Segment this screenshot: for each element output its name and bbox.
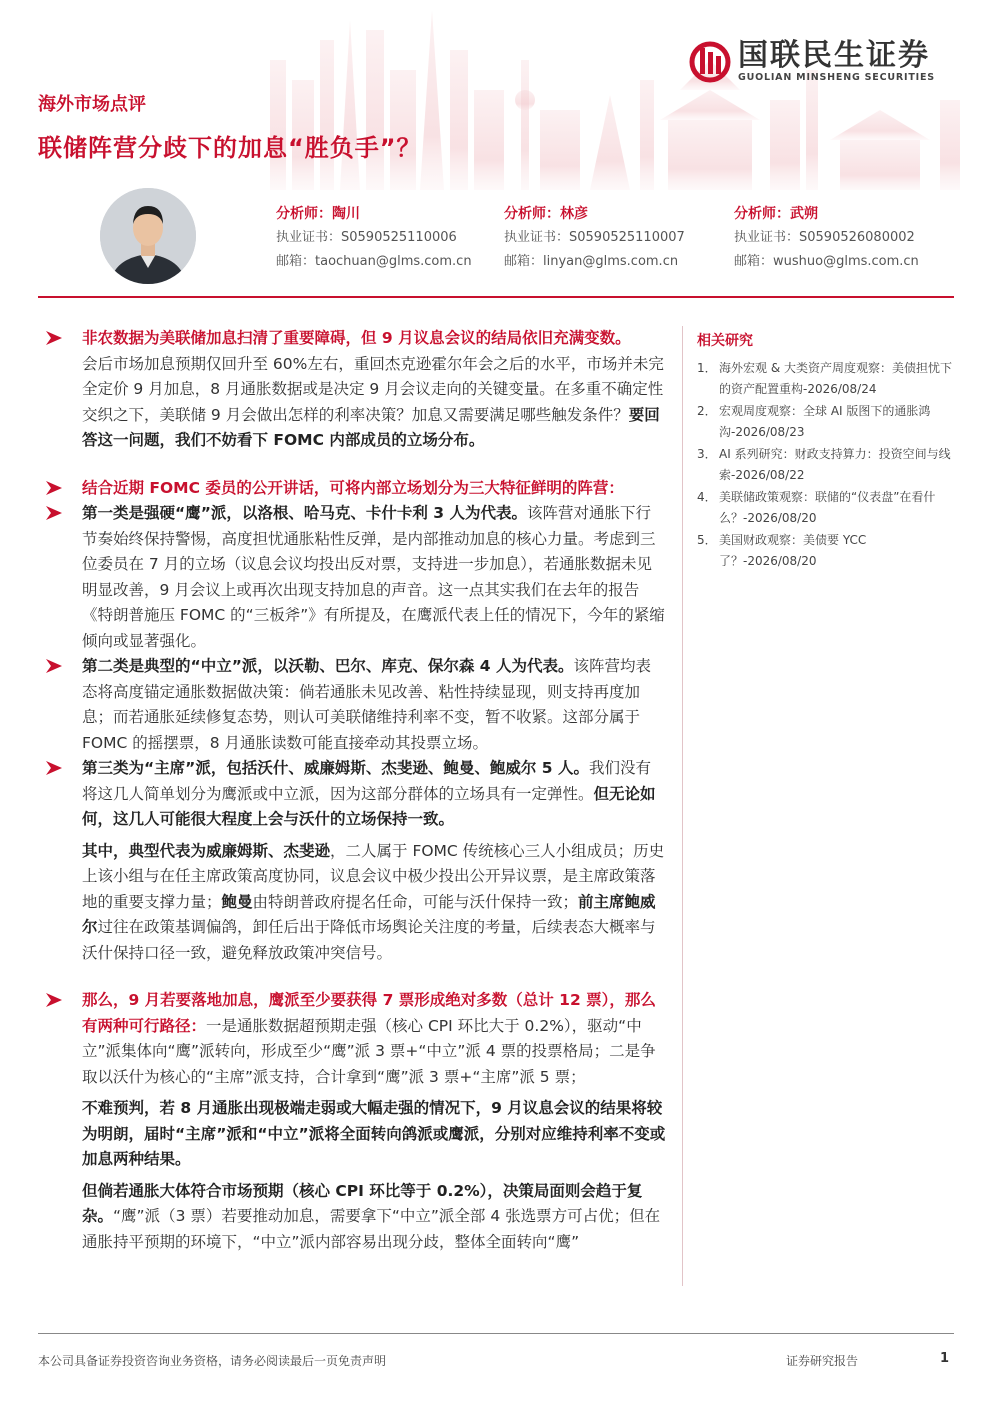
analyst-email[interactable]: 邮箱：linyan@glms.com.cn xyxy=(504,254,679,269)
brand-name-cn: 国联民生证券 xyxy=(738,38,930,73)
item-text: 海外宏观 & 大类资产周度观察：美债担忧下的资产配置重构-2026/08/24 xyxy=(719,361,952,396)
analyst-cert: 执业证书：S0590525110007 xyxy=(504,230,685,245)
analyst-card-2 xyxy=(504,202,685,274)
analyst-email[interactable]: 邮箱：wushuo@glms.com.cn xyxy=(734,254,919,269)
paragraph-bold: 但无论如何，这几人可能很大程度上会与沃什的立场保持一致。 xyxy=(82,784,656,828)
paragraph-2 xyxy=(44,476,666,502)
paragraph-text: 会后市场加息预期仅回升至 60%左右，重回杰克逊霍尔年会之后的水平，市场并未完全定价 9 月加息，8 月通胀数据或是决定 9 月会议走向的关键变量。在多重不确定性交织之下，美联储 9 月会做出怎样的利率决策？加息又需要满足哪些触发条件？ xyxy=(82,354,664,424)
paragraph-bold: 第一类是强硬“鹰”派，以洛根、哈马克、卡什卡利 3 人为代表。 xyxy=(82,504,527,522)
item-text: 美国财政观察：美债要 YCC 了？-2026/08/20 xyxy=(719,533,867,568)
paragraph-4 xyxy=(44,654,666,756)
paragraph-text: 我们没有将这几人简单划分为鹰派或中立派，因为这部分群体的立场具有一定弹性。 xyxy=(82,759,651,803)
related-research-item[interactable] xyxy=(697,487,954,529)
paragraph-bold: 其中，典型代表为威廉姆斯、杰斐逊 xyxy=(82,841,331,860)
arrow-bullet-icon xyxy=(44,503,64,523)
related-research-item[interactable] xyxy=(697,401,954,443)
paragraph-5 xyxy=(44,756,666,833)
item-text: 美联储政策观察：联储的“仪表盘”在看什么？-2026/08/20 xyxy=(719,490,936,525)
person-photo-icon xyxy=(100,188,196,284)
paragraph-text: 过往在政策基调偏鸽，卸任后出于降低市场舆论关注度的考量，后续表态大概率与沃什保持口径一致，避免释放政策冲突信号。 xyxy=(82,918,656,962)
analyst-card-3 xyxy=(734,202,919,274)
paragraph-3 xyxy=(44,501,666,654)
paragraph-bold: 不难预判，若 8 月通胀出现极端走弱或大幅走强的情况下，9 月议息会议的结果将较为明朗，届时“主席”派和“中立”派将全面转向鸽派或鹰派，分别对应维持利率不变或加息两种结果。 xyxy=(82,1099,666,1168)
paragraph-lead: 结合近期 FOMC 委员的公开讲话，可将内部立场划分为三大特征鲜明的阵营： xyxy=(82,478,624,497)
analyst-email[interactable]: 邮箱：taochuan@glms.com.cn xyxy=(276,254,472,269)
arrow-bullet-icon xyxy=(44,478,64,498)
report-title: 联储阵营分歧下的加息“胜负手”？ xyxy=(38,134,422,162)
main-content xyxy=(44,326,666,1255)
footer-report-type: 证券研究报告 xyxy=(786,1354,859,1368)
item-text: 宏观周度观察：全球 AI 版图下的通胀鸿沟-2026/08/23 xyxy=(719,404,931,439)
paragraph-lead: 非农数据为美联储加息扫清了重要障碍，但 9 月议息会议的结局依旧充满变数。 xyxy=(82,329,631,347)
paragraph-lead: 那么，9 月若要落地加息，鹰派至少要获得 7 票形成绝对多数（总计 12 票），那么有两种可行路径： xyxy=(82,991,656,1035)
analyst-name: 分析师：林彦 xyxy=(504,206,588,222)
arrow-bullet-icon xyxy=(44,656,64,676)
paragraph-1 xyxy=(44,326,666,454)
paragraph-text: 该阵营均表态将高度锚定通胀数据做决策：倘若通胀未见改善、粘性持续显现，则支持再度加息；而若通胀延续修复态势，则认可美联储维持利率不变，暂不收紧。这部分属于 FOMC 的摇摆票，8 月通胀读数可能直接牵动其投票立场。 xyxy=(82,657,651,752)
paragraph-text: “鹰”派（3 票）若要推动加息，需要拿下“中立”派全部 4 张选票方可占优；但在通胀持平预期的环境下，“中立”派内部容易出现分歧，整体全面转向“鹰” xyxy=(82,1207,661,1251)
analyst-cert: 执业证书：S0590526080002 xyxy=(734,230,915,245)
paragraph-6 xyxy=(44,839,666,967)
related-research-item[interactable] xyxy=(697,444,954,486)
sidebar-title: 相关研究 xyxy=(697,333,753,349)
paragraph-bold: 前主席鲍威尔 xyxy=(82,892,656,936)
footer-disclaimer: 本公司具备证券投资咨询业务资格，请务必阅读最后一页免责声明 xyxy=(38,1354,387,1368)
item-number: 2． xyxy=(697,404,717,418)
brand-logo xyxy=(688,40,935,84)
item-number: 3． xyxy=(697,447,717,461)
item-number: 5． xyxy=(697,533,717,547)
paragraph-bold: 第三类为“主席”派，包括沃什、威廉姆斯、杰斐逊、鲍曼、鲍威尔 5 人。 xyxy=(82,759,589,777)
analyst-name: 分析师：武朔 xyxy=(734,206,818,222)
analyst-name: 分析师：陶川 xyxy=(276,206,360,222)
paragraph-7 xyxy=(44,988,666,1090)
related-research-sidebar xyxy=(682,326,954,1286)
related-research-item[interactable] xyxy=(697,358,954,400)
item-number: 1． xyxy=(697,361,717,375)
paragraph-text: 该阵营对通胀下行节奏始终保持警惕，高度担忧通胀粘性反弹，是内部推动加息的核心力量。考虑到三位委员在 7 月的立场（议息会议均投出反对票，支持进一步加息），若通胀数据未见明显改善，9 月会议上或再次出现支持加息的声音。这一点其实我们在去年的报告《特朗普施压 FOMC 的“三板斧”》有所提及，在鹰派代表上任的情况下，今年的紧缩倾向或显著强化。 xyxy=(82,504,665,650)
analyst-card-1 xyxy=(276,202,472,274)
paragraph-bold: 但倘若通胀大体符合市场预期（核心 CPI 环比等于 0.2%），决策局面则会趋于复杂。 xyxy=(82,1181,643,1225)
arrow-bullet-icon xyxy=(44,990,64,1010)
paragraph-bold: 第二类是典型的“中立”派，以沃勒、巴尔、库克、保尔森 4 人为代表。 xyxy=(82,657,574,675)
page-number: 1 xyxy=(940,1351,950,1366)
related-research-item[interactable] xyxy=(697,530,954,572)
paragraph-9 xyxy=(44,1179,666,1256)
analyst-avatar xyxy=(100,188,196,284)
header-divider xyxy=(38,296,954,298)
brand-name-en: GUOLIAN MINSHENG SECURITIES xyxy=(738,72,935,83)
paragraph-8 xyxy=(44,1096,666,1173)
paragraph-bold: 要回答这一问题，我们不妨看下 FOMC 内部成员的立场分布。 xyxy=(82,405,660,449)
item-text: AI 系列研究：财政支持算力：投资空间与线索-2026/08/22 xyxy=(719,447,951,482)
analyst-cert: 执业证书：S0590525110006 xyxy=(276,230,457,245)
report-category: 海外市场点评 xyxy=(38,94,146,115)
arrow-bullet-icon xyxy=(44,758,64,778)
footer-divider xyxy=(38,1333,954,1334)
paragraph-bold: 鲍曼 xyxy=(221,892,253,911)
paragraph-text: 一是通胀数据超预期走强（核心 CPI 环比大于 0.2%），驱动“中立”派集体向“鹰”派转向，形成至少“鹰”派 3 票+“中立”派 4 票的投票格局；二是争取以沃什为核心的“主席”派支持，合计拿到“鹰”派 3 票+“主席”派 5 票； xyxy=(82,1016,656,1086)
item-number: 4． xyxy=(697,490,717,504)
arrow-bullet-icon xyxy=(44,328,64,348)
brand-logo-icon xyxy=(688,40,732,84)
paragraph-text: 由特朗普政府提名任命，可能与沃什保持一致； xyxy=(252,892,579,911)
paragraph-text: ，二人属于 FOMC 传统核心三人小组成员；历史上该小组与在任主席政策高度协同，议息会议中极少投出公开异议票，是主席政策落地的重要支撑力量； xyxy=(82,841,665,911)
